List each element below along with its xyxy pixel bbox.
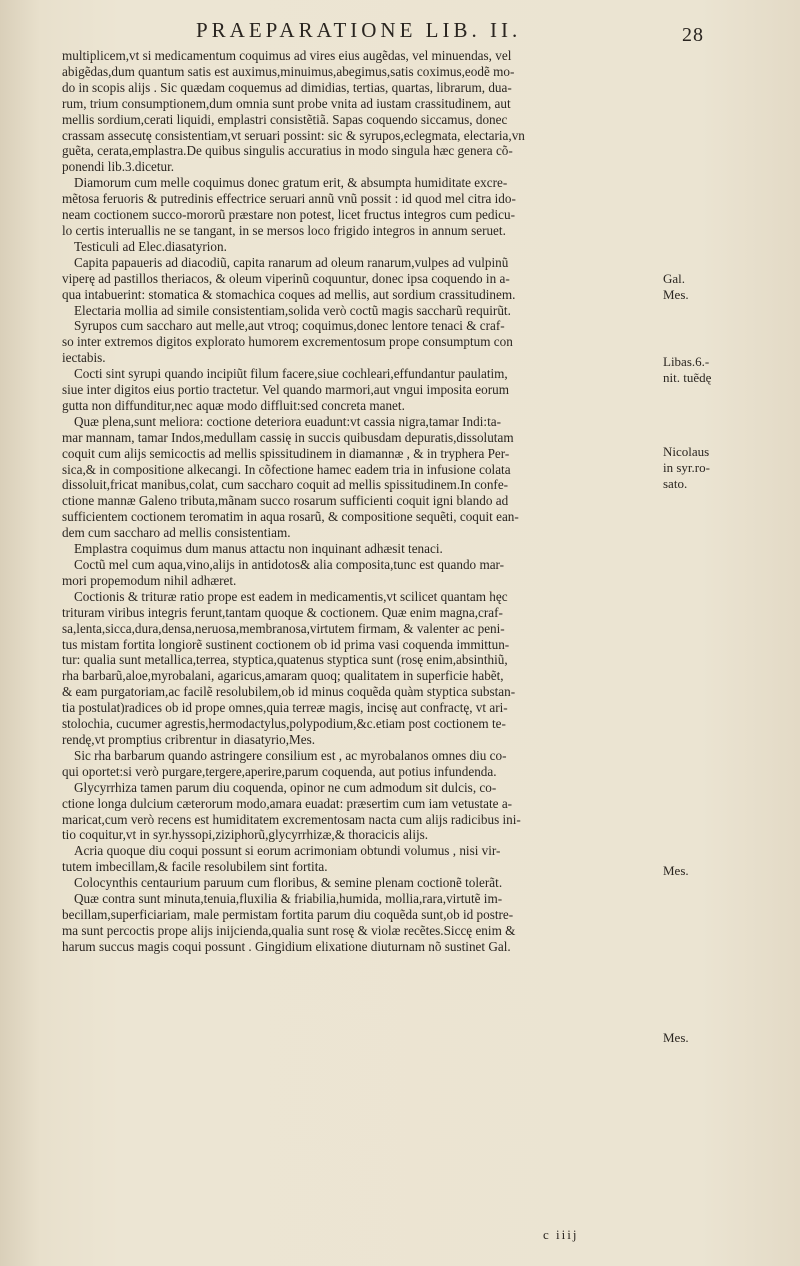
text-line: Electaria mollia ad simile consistentiam,solida verò coctũ magis saccharũ requirũt. [74, 302, 511, 318]
text-line: lo certis interuallis ne se tangant, in se mersos loco frigido integros in annum seruet. [62, 222, 506, 238]
folio-number: 28 [682, 24, 704, 46]
text-line: mellis sordium,cerati liquidi, emplastri consistẽtiã. Sapas coquendo siccamus, donec [62, 111, 508, 127]
paragraph [62, 255, 657, 303]
text-line: harum succus magis coqui possunt . Gingidium elixatione diuturnam nõ sustinet Gal. [62, 938, 511, 954]
page-header [0, 14, 800, 44]
text-line: becillam,superficiariam, male permistam fortita parum diu coquẽda sunt,ob id postre- [62, 906, 514, 922]
paragraph [62, 557, 657, 589]
margin-note-line: in syr.ro- [663, 459, 710, 475]
text-line: ctione mannæ Galeno tributa,mãnam succo rosarum sufficienti coquit igni blando ad [62, 493, 509, 509]
text-line: mori propemodum nihil adhæret. [62, 572, 237, 588]
paragraph [62, 589, 657, 748]
text-line: maricat,cum verò recens est humiditatem excrementosam nacta cum alijs radicibus ini- [62, 811, 521, 827]
paragraph [62, 875, 657, 891]
text-line: iectabis. [62, 350, 106, 366]
text-line: dem cum saccharo ad mellis consistentiam. [62, 525, 291, 541]
text-line: Colocynthis centaurium paruum cum floribus, & semine plenam coctionẽ tolerãt. [74, 875, 503, 891]
text-line: tia postulat)radices ob id prope omnes,quia terreæ magis, incisę aut confractę, vt ari- [62, 700, 508, 716]
margin-note-line: Nicolaus [663, 444, 710, 459]
margin-note-line: sato. [663, 475, 688, 491]
paragraph [62, 303, 657, 319]
margin-note-gal-mes [663, 271, 773, 303]
text-line: sufficientem coctionem teromatim in aqua rosarũ, & compositione sequẽti, coquit ean- [62, 509, 519, 525]
text-line: mẽtosa feruoris & putredinis effectrice seruari annũ vnũ possit : id quod mel citra ido- [62, 191, 516, 207]
paragraph [62, 414, 657, 541]
margin-note-nicolaus [663, 444, 773, 492]
text-line: rum, trium consumptionem,dum omnia sunt probe vnita ad iustam crassitudinem, aut [62, 95, 511, 111]
paragraph [62, 541, 657, 557]
text-line: guẽta, cerata,emplastra.De quibus singulis accuratius in modo singula hæc genera cõ- [62, 143, 513, 159]
text-line: dissoluit,fricat manibus,colat, cum saccharo coquit ad mellis spissitudinem.In confe- [62, 477, 509, 493]
text-line: stolochia, cucumer agrestis,hermodactylus,polypodium,&c.etiam post coctionem te- [62, 716, 506, 732]
margin-note-mes-2 [663, 1030, 773, 1046]
margin-note-line: Mes. [663, 286, 689, 302]
margin-note-line: Mes. [663, 1030, 689, 1045]
text-line: sa,lenta,sicca,dura,densa,neruosa,membranosa,virtutem firmam, & valenter ac peni- [62, 620, 505, 636]
text-line: Emplastra coquimus dum manus attactu non inquinant adhæsit tenaci. [74, 541, 443, 557]
text-line: siue inter digitos eius portio tractetur. Vel quando marmori,aut vngui imposita eorum [62, 382, 509, 398]
text-line: do in scopis alijs . Sic quædam coquemus ad dimidias, tertias, quartas, librarum, dua- [62, 79, 512, 95]
text-line: Syrupos cum saccharo aut melle,aut vtroq; coquimus,donec lentore tenaci & craf- [74, 318, 505, 334]
text-line: qua intabuerint: stomatica & stomachica coques ad mellis, aut sordium crassitudinem. [62, 286, 516, 302]
paragraph [62, 843, 657, 875]
text-line: gutta non diffunditur,nec aquæ modo diffluit:sed concreta manet. [62, 397, 405, 413]
margin-note-line: Gal. [663, 271, 686, 286]
text-line: Testiculi ad Elec.diasatyrion. [74, 238, 227, 254]
text-line: crassam assecutę consistentiam,vt seruari possint: sic & syrupos,eclegmata, electaria,vn [62, 127, 525, 143]
margin-note-libas [663, 354, 773, 386]
text-line: Sic rha barbarum quando astringere consilium est , ac myrobalanos omnes diu co- [74, 747, 507, 763]
text-line: Capita papaueris ad diacodiũ, capita ranarum ad oleum ranarum,vulpes ad vulpinũ [74, 254, 509, 270]
text-line: ponendi lib.3.dicetur. [62, 159, 175, 175]
text-line: so inter extremos digitos explorato humorem excrementosum prope consumptum con [62, 334, 513, 350]
text-line: ctione longa dulcium cæterorum modo,amara euadat: præsertim cum iam vetustate a- [62, 795, 513, 811]
text-line: Coctũ mel cum aqua,vino,alijs in antidotos& alia composita,tunc est quando mar- [74, 557, 505, 572]
text-line: viperę ad pastillos theriacos, & oleum viperinũ coquuntur, donec ipsa coquendo in a- [62, 270, 510, 286]
paragraph [62, 780, 657, 844]
signature-mark: c iiij [543, 1227, 579, 1242]
text-line: mar mannam, tamar Indos,medullam cassię in succis quibusdam depuratis,dissolutam [62, 429, 514, 445]
text-line: coquit cum alijs semicoctis ad mellis spissitudinem in diamannæ , & in tryphera Per- [62, 445, 510, 461]
margin-note-mes-1 [663, 863, 773, 879]
text-line: rendę,vt promptius cribrentur in diasatyrio,Mes. [62, 731, 316, 747]
text-line: tutem imbecillam,& facile resolubilem sint fortita. [62, 859, 328, 875]
margin-note-line: nit. tuẽdę [663, 369, 712, 385]
text-line: & eam purgatoriam,ac facilẽ resolubilem,ob id minus coquẽda quàm styptica substan- [62, 684, 516, 700]
text-line: tus mistam fortita longiorẽ sustinent coctionem ob id prima vasi coquenda immittun- [62, 636, 510, 652]
text-line: abigẽdas,dum quantum satis est auximus,minuimus,abegimus,satis coximus,eodẽ mo- [62, 63, 515, 79]
paragraph [62, 318, 657, 366]
paragraph [62, 175, 657, 255]
text-line: trituram viribus integris ferunt,tantam quoque & coctionem. Quæ enim magna,craf- [62, 604, 503, 620]
margin-note-line: Libas.6.- [663, 354, 710, 369]
text-line: multiplicem,vt si medicamentum coquimus ad vires eius augẽdas, vel minuendas, vel [62, 48, 512, 63]
text-line: qui oportet:si verò purgare,tergere,aperire,parum coquenda, aut potius infundenda. [62, 763, 497, 779]
text-line: neam coctionem succo-mororũ præstare non potest, licet fructus integros cum pedicu- [62, 207, 515, 223]
text-line: tio coquitur,vt in syr.hyssopi,ziziphorũ,glycyrrhizæ,& thoracicis alijs. [62, 827, 429, 843]
main-text-column [62, 48, 657, 955]
paragraph [62, 366, 657, 414]
text-line: tur: qualia sunt metallica,terrea, styptica,quatenus styptica sunt (rosę enim,absinthiũ, [62, 652, 508, 668]
paragraph [62, 748, 657, 780]
text-line: Acria quoque diu coqui possunt si eorum acrimoniam obtundi volumus , nisi vir- [74, 843, 501, 859]
text-line: rha barbarũ,aloe,myrobalani, agaricus,amaram quoq; qualitatem in superficie habẽt, [62, 668, 504, 684]
paragraph [62, 891, 657, 955]
text-line: Quæ contra sunt minuta,tenuia,fluxilia & friabilia,humida, mollia,rara,virtutẽ im- [74, 891, 503, 907]
text-line: ma sunt percoctis prope alijs inijcienda,qualia sunt rosę & violæ recẽtes.Siccę enim & [62, 922, 516, 938]
text-line: Coctionis & trituræ ratio prope est eadem in medicamentis,vt scilicet quantam hęc [74, 588, 508, 604]
text-line: Quæ plena,sunt meliora: coctione deteriora euadunt:vt cassia nigra,tamar Indi:ta- [74, 413, 501, 429]
text-line: sica,& in compositione alkecangi. In cõfectione hamec eadem tria in infusione colata [62, 461, 511, 477]
text-line: Cocti sint syrupi quando incipiũt filum facere,siue cochleari,effundantur paulatim, [74, 366, 508, 382]
running-title: PRAEPARATIONE LIB. II. [196, 18, 522, 42]
text-line: Glycyrrhiza tamen parum diu coquenda, opinor ne cum admodum sit dulcis, co- [74, 779, 497, 795]
margin-note-line: Mes. [663, 863, 689, 878]
text-line: Diamorum cum melle coquimus donec gratum erit, & absumpta humiditate excre- [74, 175, 508, 191]
paragraph [62, 48, 657, 175]
